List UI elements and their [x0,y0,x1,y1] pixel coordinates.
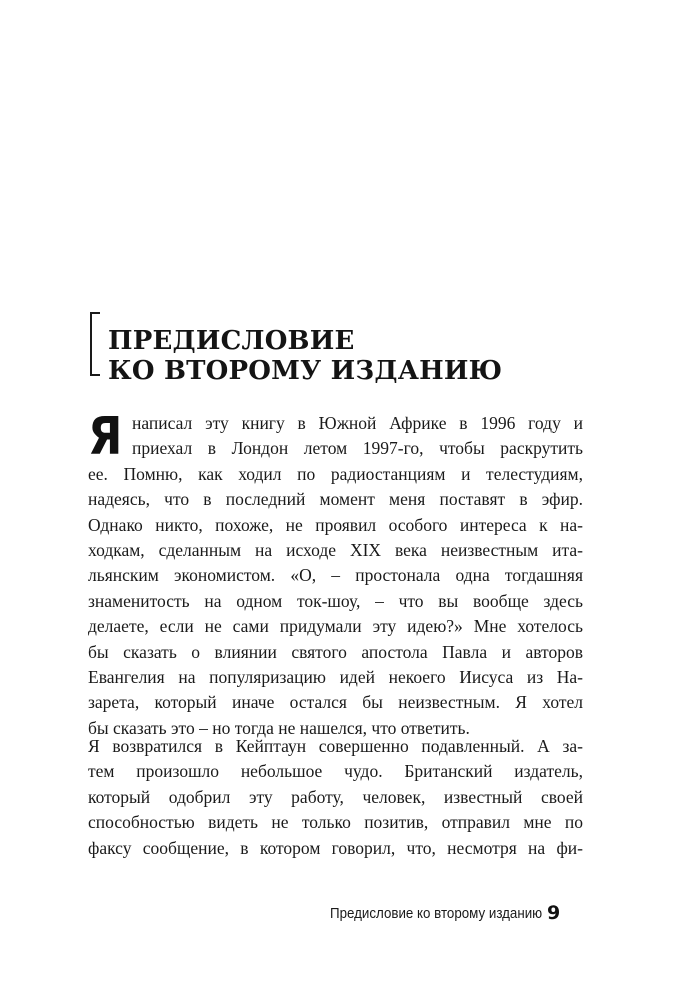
chapter-title-line2: КО ВТОРОМУ ИЗДАНИЮ [108,356,503,386]
text-line: знаменитость на одном ток-шоу, – что вы вообще здесь [88,590,583,611]
paragraph-2 [88,734,583,861]
running-footer-title: Предисловие ко второму изданию [330,906,543,922]
text-line: делаете, если не сами придумали эту идею?» Мне хотелось [88,616,583,637]
text-line: льянским экономистом. «О, – простонала одна тогдашняя [88,565,583,586]
text-line: тем произошло небольшое чудо. Британский издатель, [88,761,583,782]
text-line: который одобрил эту работу, человек, известный своей [88,786,583,807]
text-line: бы сказать это – но тогда не нашелся, что ответить. [88,717,470,738]
text-line: Я возвратился в Кейптаун совершенно подавленный. А за- [88,736,583,756]
text-line: способностью видеть не только позитив, отправил мне по [88,812,583,833]
text-line: бы сказать о влиянии святого апостола Павла и авторов [88,641,583,662]
text-line: приехал в Лондон летом 1997-го, чтобы раскрутить [132,438,583,459]
text-line: Однако никто, похоже, не проявил особого интереса к на- [88,514,583,535]
text-line: написал эту книгу в Южной Африке в 1996 году и [132,413,583,433]
paragraph-1 [88,407,583,741]
chapter-title [108,326,608,386]
text-line: ходкам, сделанным на исходе XIX века неизвестным ита- [88,539,583,560]
text-line: Евангелия на популяризацию идей некоего Иисуса из На- [88,666,583,687]
text-line: надеясь, что в последний момент меня поставят в эфир. [88,489,583,510]
drop-cap: Я [88,407,123,467]
text-line: факсу сообщение, в котором говорил, что, несмотря на фи- [88,837,583,858]
heading-bracket [90,312,100,376]
text-line: ее. Помню, как ходил по радиостанциям и телестудиям, [88,463,583,484]
chapter-title-line1: ПРЕДИСЛОВИЕ [108,326,355,356]
page-number: 9 [547,902,561,924]
text-line: зарета, который иначе остался бы неизвестным. Я хотел [88,692,583,713]
